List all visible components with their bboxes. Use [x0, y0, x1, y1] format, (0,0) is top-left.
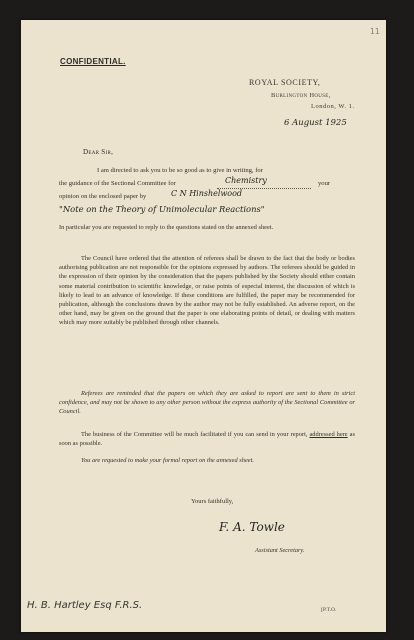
pto-mark: [P.T.O.: [321, 607, 337, 613]
request-line-4: In particular you are requested to reply to the questions stated on the annexed sheet.: [59, 224, 274, 231]
address-line-2: London, W. 1.: [311, 103, 355, 110]
business-text-after: as soon as possible.: [59, 431, 355, 448]
formal-report-note-text: You are requested to make your formal report on the annexed sheet.: [81, 457, 254, 464]
organisation-name: ROYAL SOCIETY,: [249, 78, 321, 87]
business-paragraph: [59, 430, 355, 448]
handwritten-paper-title: "Note on the Theory of Unimolecular Reactions": [59, 204, 265, 214]
letter-page: [21, 20, 386, 632]
request-line-1: I am directed to ask you to be so good as to give in writing, for: [97, 167, 263, 174]
request-line-2-prefix: the guidance of the Sectional Committee for: [59, 180, 176, 187]
handwritten-author: C N Hinshelwood: [171, 189, 243, 198]
salutation: Dear Sir,: [83, 148, 114, 156]
confidential-heading: CONFIDENTIAL.: [60, 57, 126, 66]
address-line-1: Burlington House,: [271, 92, 331, 99]
handwritten-recipient: H. B. Hartley Esq F.R.S.: [27, 600, 143, 611]
closing: Yours faithfully,: [191, 498, 234, 505]
addressed-here: addressed here: [309, 431, 348, 438]
council-paragraph: [59, 254, 355, 328]
handwritten-committee: Chemistry: [225, 176, 267, 185]
business-text-before: The business of the Committee will be much facilitated if you can send in your report,: [81, 431, 308, 438]
signature: F. A. Towle: [219, 520, 285, 534]
referee-reminder-text: Referees are reminded that the papers on which they are asked to report are sent to them in strict confidence, and may not be shown to any other person without the express authority of the Sectional Committee or Council.: [59, 390, 355, 416]
referee-reminder: [59, 389, 355, 417]
page-number: 11: [369, 27, 380, 36]
request-line-2-suffix: your: [318, 180, 331, 187]
council-paragraph-text: The Council have ordered that the attention of referees shall be drawn to the fact that the body or bodies authorising publication are not responsible for the opinions expressed by authors. The referees should be guided in the expression of their opinion by the consideration that the papers published by the Society should either contain some material contribution to scientific knowledge, or raise points of especial interest, the discussion of which is likely to lead to an advance of knowledge. If these conditions are fulfilled, the paper may be recommended for publication, although the conclusions drawn by the author may not be fully established. An adverse report, on the other hand, may be given on the ground that the paper is one elaborating points of detail, or dealing with matters which may more suitably be published through other channels.: [59, 255, 355, 327]
signatory-title: Assistant Secretary.: [255, 547, 305, 554]
request-line-3-prefix: opinion on the enclosed paper by: [59, 193, 147, 200]
handwritten-date: 6 August 1925: [284, 118, 347, 128]
formal-report-note: [59, 456, 355, 465]
